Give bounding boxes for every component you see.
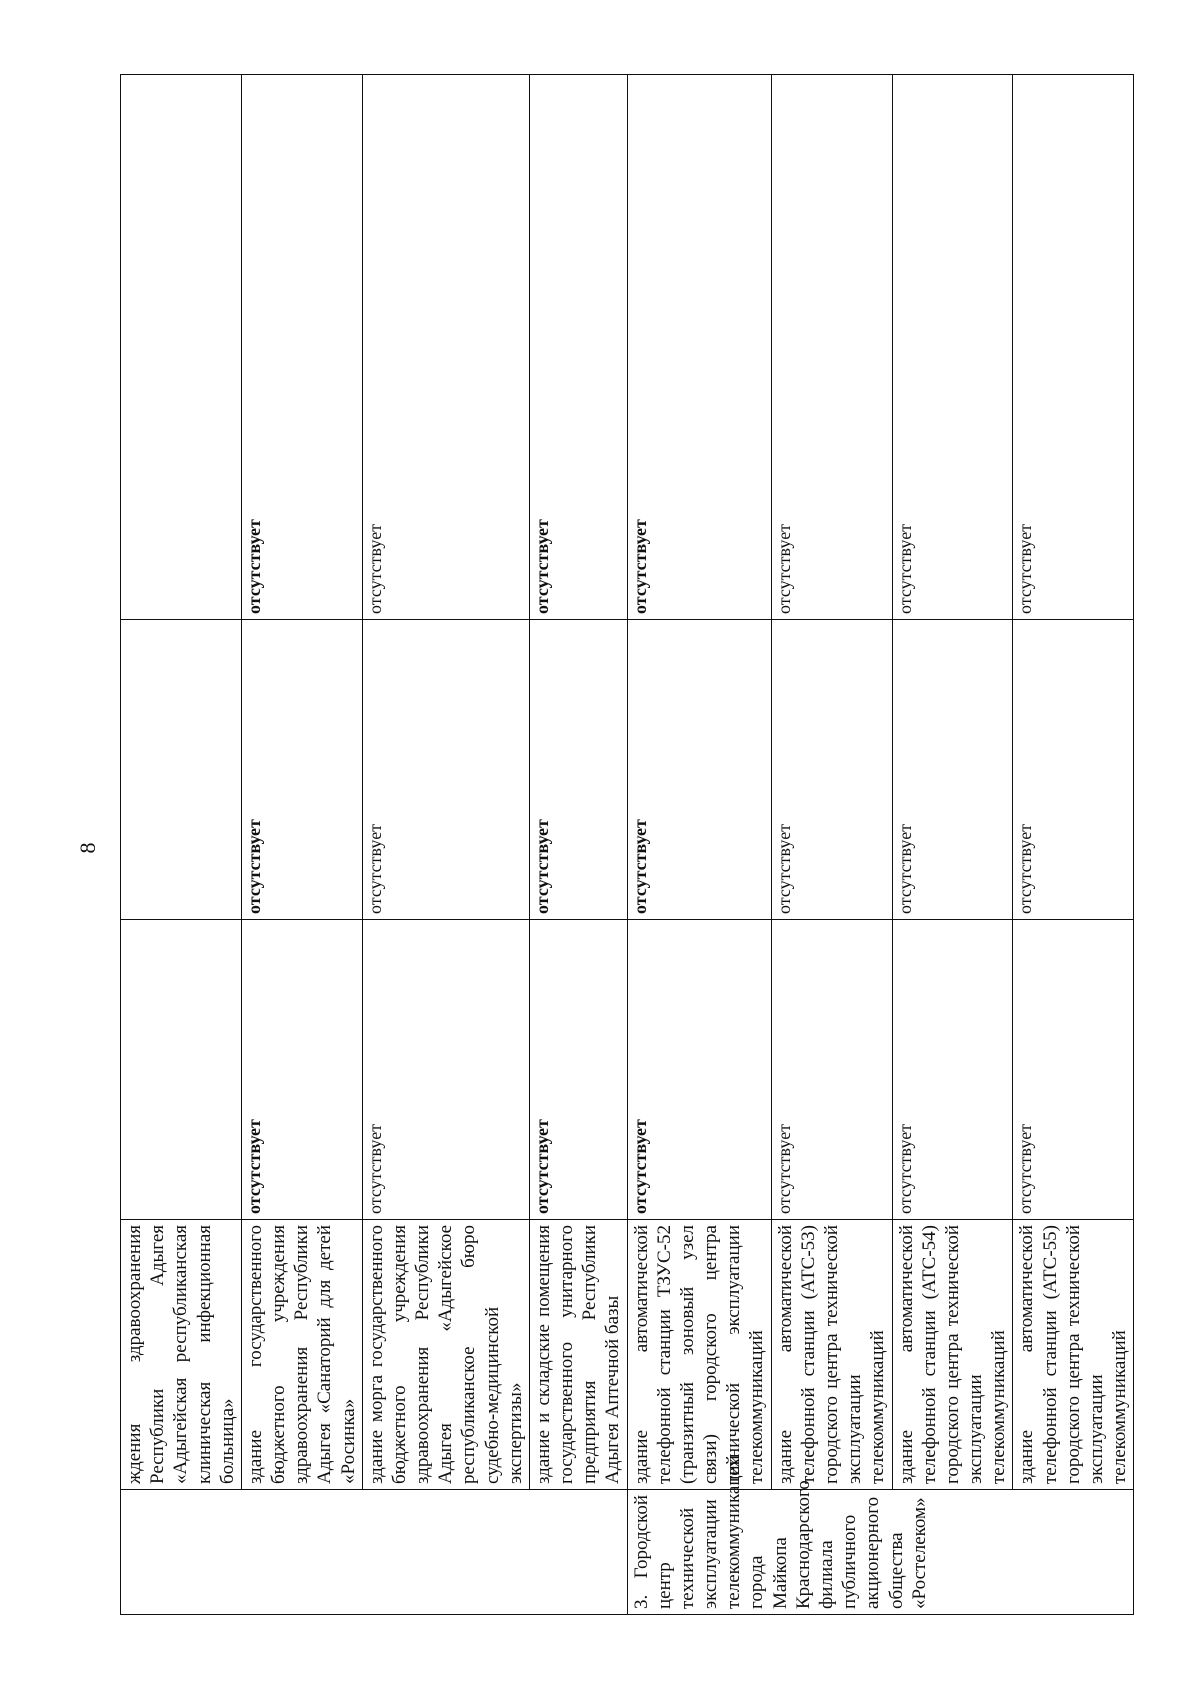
table-cell-value: отсутствует xyxy=(241,920,362,1220)
table-cell-value xyxy=(121,920,242,1220)
table-row xyxy=(241,75,362,1615)
table-row xyxy=(1013,75,1134,1615)
table-row xyxy=(362,75,529,1615)
table-row xyxy=(892,75,1013,1615)
table-cell-value: отсутствует xyxy=(241,75,362,620)
table-cell-value xyxy=(121,75,242,620)
rotated-table-wrapper xyxy=(120,75,1131,1615)
table-cell-org: 3. Городской центр технической эксплуатации телекоммуникаций города Майкопа Краснодарского филиала публичного акционерного общества «Ростелеком» xyxy=(627,1490,1134,1615)
table-cell-object: здание морга государственного бюджетного учреждения здравоохранения Республики Адыгея «Адыгейское республиканское бюро судебно-медицинской экспертизы» xyxy=(362,1220,529,1490)
table-row xyxy=(627,75,771,1615)
table-cell-value: отсутствует xyxy=(771,75,892,620)
table-cell-value: отсутствует xyxy=(771,920,892,1220)
table-cell-value: отсутствует xyxy=(529,75,627,620)
table-row xyxy=(121,75,242,1615)
table-cell-object: здание автоматической телефонной станции (АТС-53) городского центра технической эксплуатации телекоммуникаций xyxy=(771,1220,892,1490)
table-cell-value: отсутствует xyxy=(892,620,1013,920)
table-cell-value: отсутствует xyxy=(529,920,627,1220)
table-cell-value: отсутствует xyxy=(1013,75,1134,620)
table-row xyxy=(771,75,892,1615)
table-cell-value: отсутствует xyxy=(362,75,529,620)
table-cell-value: отсутствует xyxy=(771,620,892,920)
table-cell-object: ждения здравоохранения Республики Адыгея «Адыгейская республиканская клиническая инфекционная больница» xyxy=(121,1220,242,1490)
table-cell-value: отсутствует xyxy=(627,620,771,920)
table-cell-value: отсутствует xyxy=(529,620,627,920)
table-cell-value: отсутствует xyxy=(627,75,771,620)
page-number: 8 xyxy=(75,842,100,854)
table-cell-object: здание государственного бюджетного учреждения здравоохранения Республики Адыгея «Санаторий для детей «Росинка» xyxy=(241,1220,362,1490)
table-cell-value: отсутствует xyxy=(241,620,362,920)
table-cell-object: здание и складские помещения государственного унитарного предприятия Республики Адыгея Аптечной базы xyxy=(529,1220,627,1490)
table-cell-value: отсутствует xyxy=(1013,620,1134,920)
table-cell-value: отсутствует xyxy=(1013,920,1134,1220)
table-cell-org xyxy=(121,1490,628,1615)
table-cell-value xyxy=(121,620,242,920)
table-cell-value: отсутствует xyxy=(892,920,1013,1220)
table-cell-value: отсутствует xyxy=(362,920,529,1220)
objects-table xyxy=(120,74,1134,1615)
table-cell-value: отсутствует xyxy=(362,620,529,920)
table-cell-value: отсутствует xyxy=(892,75,1013,620)
table-cell-value: отсутствует xyxy=(627,920,771,1220)
table-cell-object: здание автоматической телефонной станции (АТС-55) городского центра технической эксплуатации телекоммуникаций xyxy=(1013,1220,1134,1490)
table-cell-object: здание автоматической телефонной станции (АТС-54) городского центра технической эксплуатации телекоммуникаций xyxy=(892,1220,1013,1490)
table-cell-object: здание автоматической телефонной станции ТЗУС-52 (транзитный зоновый узел связи) городского центра технической эксплуатации телекоммуникаций xyxy=(627,1220,771,1490)
table-row xyxy=(529,75,627,1615)
